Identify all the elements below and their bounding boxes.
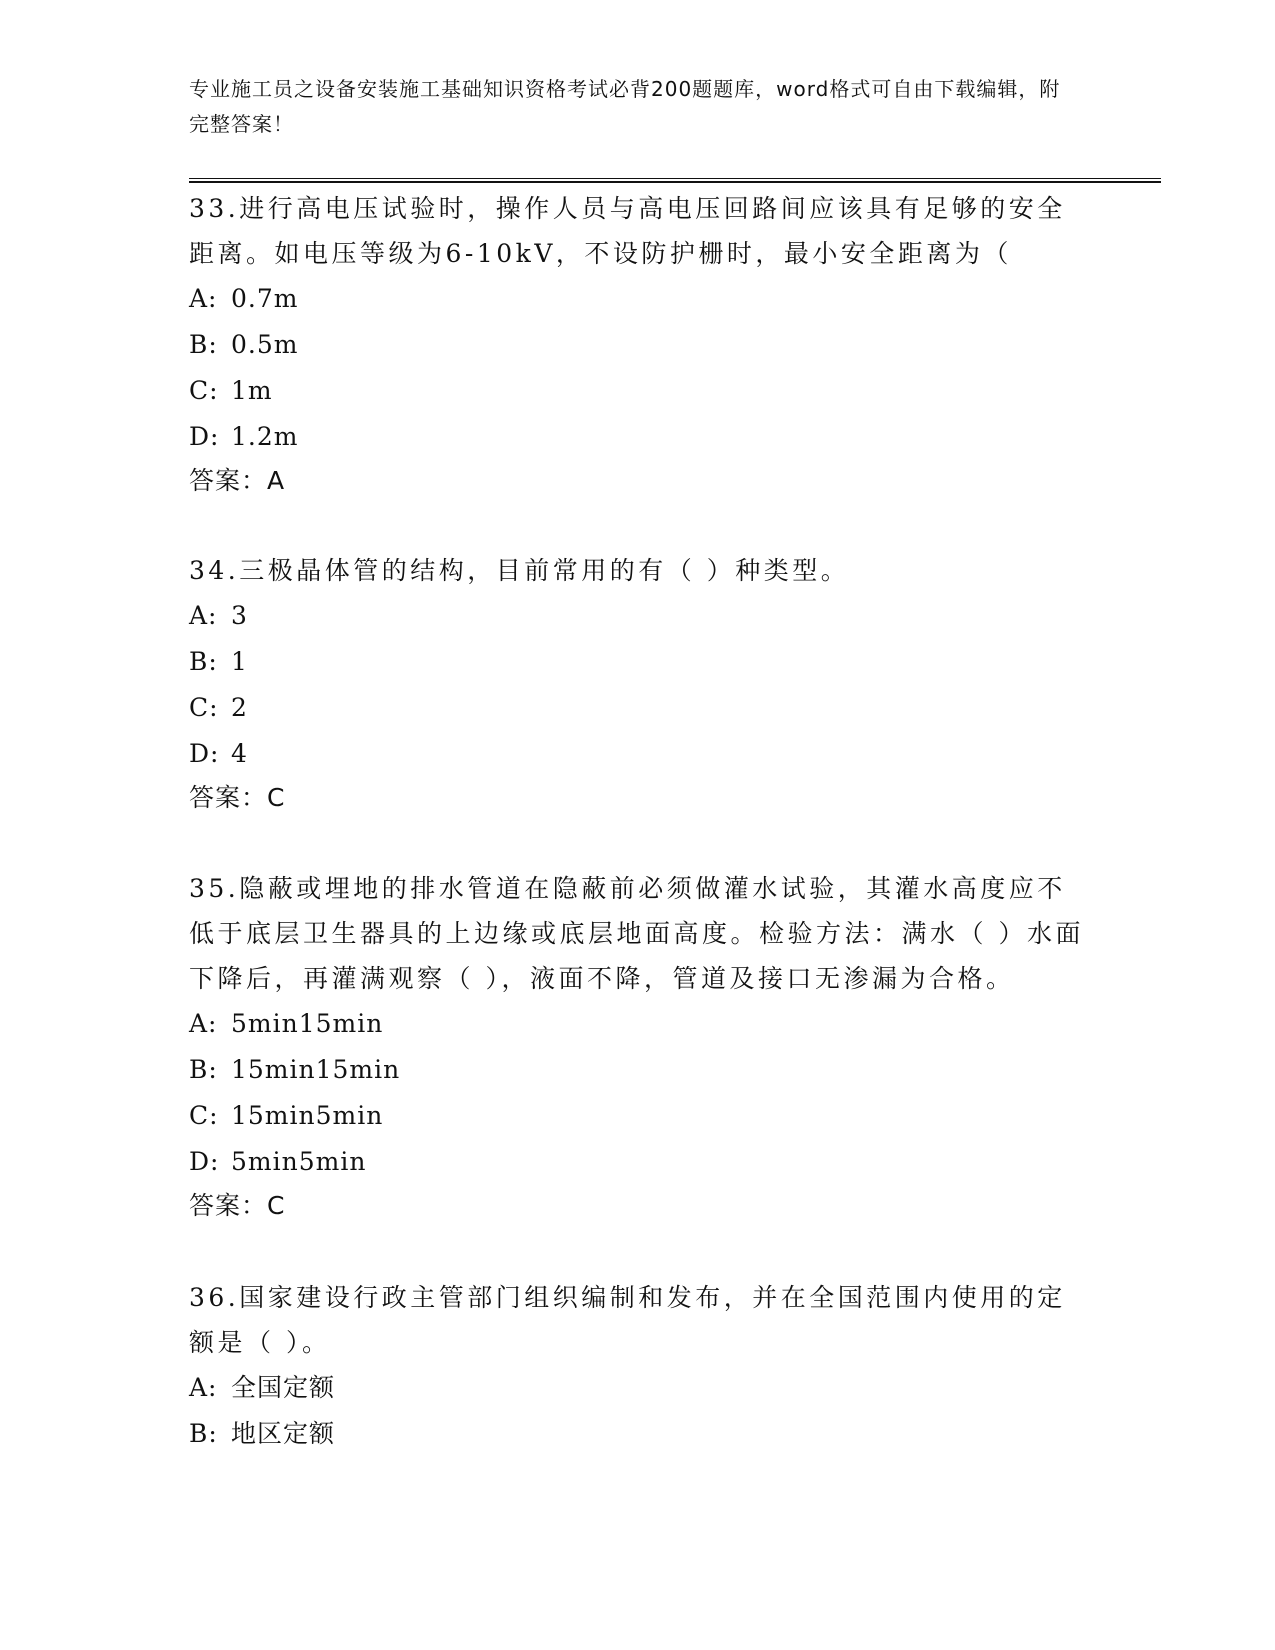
option-value: 4 xyxy=(231,739,248,768)
option-key: A: xyxy=(189,601,218,630)
question-text xyxy=(189,866,1089,1001)
question-text xyxy=(189,548,1089,593)
question-33 xyxy=(189,186,1089,502)
answer: 答案：C xyxy=(189,783,286,812)
question-36 xyxy=(189,1275,1089,1457)
option-d xyxy=(189,731,1089,777)
question-text xyxy=(189,186,1089,276)
option-key: B: xyxy=(189,330,218,359)
question-number: 33. xyxy=(189,194,240,223)
option-value: 15min5min xyxy=(231,1101,384,1130)
option-c xyxy=(189,685,1089,731)
option-value: 1m xyxy=(231,376,273,405)
question-body: 进行高电压试验时，操作人员与高电压回路间应该具有足够的安全距离。如电压等级为6-10kV，不设防护栅时，最小安全距离为（ xyxy=(189,194,1066,268)
header-divider-thin xyxy=(189,178,1161,179)
option-c xyxy=(189,368,1089,414)
question-body: 三极晶体管的结构，目前常用的有（ ）种类型。 xyxy=(239,556,850,585)
option-value: 5min15min xyxy=(231,1009,384,1038)
option-value: 0.5m xyxy=(231,330,299,359)
question-number: 35. xyxy=(189,874,240,903)
header-divider-thick xyxy=(189,181,1161,183)
answer: 答案：C xyxy=(189,1191,286,1220)
option-key: B: xyxy=(189,1419,218,1448)
option-key: C: xyxy=(189,1101,219,1130)
option-a xyxy=(189,1365,1089,1411)
option-key: D: xyxy=(189,422,220,451)
option-key: B: xyxy=(189,1055,218,1084)
option-a xyxy=(189,276,1089,322)
question-35 xyxy=(189,866,1089,1227)
question-body: 国家建设行政主管部门组织编制和发布，并在全国范围内使用的定额是（ ）。 xyxy=(189,1283,1066,1357)
option-key: A: xyxy=(189,1009,218,1038)
option-c xyxy=(189,1093,1089,1139)
option-value: 1.2m xyxy=(231,422,299,451)
option-value: 15min15min xyxy=(231,1055,401,1084)
question-body: 隐蔽或埋地的排水管道在隐蔽前必须做灌水试验，其灌水高度应不低于底层卫生器具的上边缘或底层地面高度。检验方法：满水（ ）水面下降后，再灌满观察（ ），液面不降，管道及接口无渗漏为合格。 xyxy=(189,874,1084,993)
question-number: 34. xyxy=(189,556,240,585)
question-number: 36. xyxy=(189,1283,240,1312)
option-value: 地区定额 xyxy=(231,1419,336,1448)
option-key: B: xyxy=(189,647,218,676)
question-34 xyxy=(189,548,1089,819)
option-key: C: xyxy=(189,693,219,722)
option-d xyxy=(189,414,1089,460)
option-value: 5min5min xyxy=(231,1147,367,1176)
option-b xyxy=(189,1411,1089,1457)
option-b xyxy=(189,639,1089,685)
question-text xyxy=(189,1275,1089,1365)
option-key: A: xyxy=(189,284,218,313)
option-value: 3 xyxy=(231,601,248,630)
option-a xyxy=(189,1001,1089,1047)
option-value: 0.7m xyxy=(231,284,299,313)
option-key: C: xyxy=(189,376,219,405)
option-d xyxy=(189,1139,1089,1185)
document-header: 专业施工员之设备安装施工基础知识资格考试必背200题题库，word格式可自由下载编辑，附完整答案！ xyxy=(189,77,1061,136)
option-a xyxy=(189,593,1089,639)
option-value: 1 xyxy=(231,647,248,676)
option-key: D: xyxy=(189,739,220,768)
option-b xyxy=(189,322,1089,368)
option-value: 全国定额 xyxy=(231,1373,336,1402)
option-key: D: xyxy=(189,1147,220,1176)
option-key: A: xyxy=(189,1373,218,1402)
option-b xyxy=(189,1047,1089,1093)
option-value: 2 xyxy=(231,693,248,722)
answer: 答案：A xyxy=(189,466,286,495)
